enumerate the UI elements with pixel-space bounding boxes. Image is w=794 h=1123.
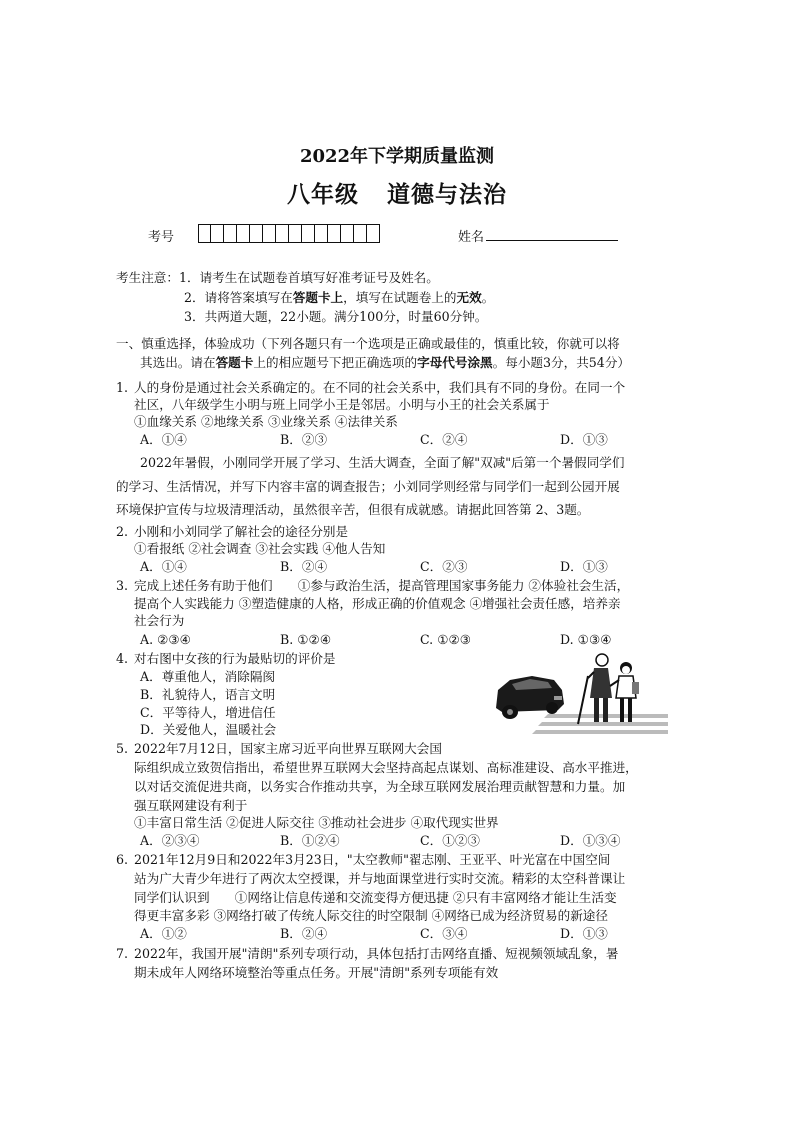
q4-line-1: 对右图中女孩的行为最贴切的评价是 [134,651,336,666]
q6-option-c[interactable]: C．③④ [420,926,468,941]
q3-line-1: 完成上述任务有助于他们 ①参与政治生活，提高管理国家事务能力 ②体验社会生活， [134,578,630,593]
exam-number-box[interactable] [328,224,341,243]
q6-options [140,926,640,943]
q4-number: 4. [116,651,129,666]
exam-number-box[interactable] [289,224,302,243]
exam-title: 2022年下学期质量监测 [299,146,495,167]
q3-line-2: 提高个人实践能力 ③塑造健康的人格，形成正确的价值观念 ④增强社会责任感，培养亲 [134,596,621,611]
exam-number-box[interactable] [276,224,289,243]
grade-label: 八年级 [287,181,359,208]
exam-number-label: 考号 [148,230,175,245]
q4-option-b[interactable]: B．礼貌待人，语言文明 [140,687,276,702]
zebra-crossing [532,714,668,734]
exam-number-box[interactable] [198,224,211,243]
q3-number: 3. [116,578,129,593]
q1-options [140,432,640,449]
q3-line-3: 社会行为 [134,613,185,628]
q5-options [140,833,640,850]
q1-line-2: 社区，八年级学生小明与班上同学小王是邻居。小明与小王的社会关系属于 [134,397,550,412]
notice-line-2: 2．请将答案填写在答题卡上，填写在试题卷上的无效。 [184,290,495,305]
q2-options [140,559,640,576]
exam-number-boxes[interactable] [198,224,380,243]
car-shape [496,676,564,719]
exam-number-box[interactable] [211,224,224,243]
q5-line-1: 2022年7月12日，国家主席习近平向世界互联网大会国 [134,741,442,756]
q6-number: 6. [116,852,129,867]
q1-option-d[interactable]: D．①③ [560,432,608,447]
q7-number: 7. [116,946,129,961]
exam-number-box[interactable] [302,224,315,243]
q1-option-c[interactable]: C．②④ [420,432,468,447]
name-label: 姓名 [458,230,485,245]
exam-number-box[interactable] [367,224,380,243]
material-line-3: 环境保护宣传与垃圾清理活动，虽然很辛苦，但很有成就感。请据此回答第 2、3题。 [116,502,590,517]
q7-line-2: 期未成年人网络环境整治等重点任务。开展"清朗"系列专项能有效 [134,965,499,980]
q6-option-a[interactable]: A．①② [140,926,187,941]
q6-line-2: 站为广大青少年进行了两次太空授课，并与地面课堂进行实时交流。精彩的太空科普课让 [134,871,626,886]
name-field[interactable] [486,240,618,241]
q1-option-b[interactable]: B．②③ [280,432,328,447]
exam-number-box[interactable] [250,224,263,243]
q4-option-d[interactable]: D．关爱他人，温暖社会 [140,722,277,737]
q2-line-1: 小刚和小刘同学了解社会的途径分别是 [134,524,349,539]
q7-line-1: 2022年，我国开展"清朗"系列专项行动，具体包括打击网络直播、短视频领域乱象，暑 [134,946,619,961]
exam-number-box[interactable] [263,224,276,243]
q5-option-d[interactable]: D．①③④ [560,833,621,848]
q2-items: ①看报纸 ②社会调查 ③社会实践 ④他人告知 [134,541,386,556]
q3-option-a[interactable]: A. ②③④ [140,632,191,647]
q5-option-a[interactable]: A．②③④ [140,833,200,848]
q5-option-c[interactable]: C．①②③ [420,833,481,848]
q2-option-b[interactable]: B．②④ [280,559,328,574]
q5-line-3: 以对话交流促进共商，以务实合作推动共享，为全球互联网发展治理贡献智慧和力量。加 [134,779,626,794]
q6-option-b[interactable]: B．②④ [280,926,328,941]
subject-label: 道德与法治 [387,181,507,208]
q2-option-c[interactable]: C．②③ [420,559,468,574]
exam-subtitle [0,176,794,209]
q5-option-b[interactable]: B．①②④ [280,833,340,848]
q3-option-c[interactable]: C. ①②③ [420,632,472,647]
exam-number-box[interactable] [315,224,328,243]
q5-line-2: 际组织成立致贺信指出，希望世界互联网大会坚持高起点谋划、高标准建设、高水平推进， [134,760,638,775]
girl-figure [610,662,639,722]
q1-option-a[interactable]: A．①④ [140,432,187,447]
q5-items: ①丰富日常生活 ②促进人际交往 ③推动社会进步 ④取代现实世界 [134,815,499,830]
q6-line-1: 2021年12月9日和2022年3月23日，"太空教师"翟志刚、王亚平、叶光富在中国空间 [134,852,611,867]
q3-option-d[interactable]: D. ①③④ [560,632,612,647]
section1-line-1: 一、慎重选择，体验成功（下列各题只有一个选项是正确或最佳的，慎重比较，你就可以将 [116,336,620,351]
notice-line-1: 考生注意：1．请考生在试题卷首填写好准考证号及姓名。 [116,270,439,285]
section1-line-2: 其选出。请在答题卡上的相应题号下把正确选项的字母代号涂黑。每小题3分，共54分） [140,355,631,370]
q4-option-a[interactable]: A．尊重他人，消除隔阂 [140,669,276,684]
notice-line-3: 3．共两道大题，22小题。满分100分，时量60分钟。 [184,309,488,324]
q1-items: ①血缘关系 ②地缘关系 ③业缘关系 ④法律关系 [134,414,398,429]
exam-number-box[interactable] [224,224,237,243]
q2-option-a[interactable]: A．①④ [140,559,187,574]
q6-line-3: 同学们认识到 ①网络让信息传递和交流变得方便迅捷 ②只有丰富网络才能让生活变 [134,890,617,905]
q5-number: 5. [116,741,129,756]
q2-option-d[interactable]: D．①③ [560,559,608,574]
exam-number-box[interactable] [237,224,250,243]
elderly-person-figure [578,654,612,724]
q3-option-b[interactable]: B. ①②④ [280,632,332,647]
crosswalk-illustration [492,646,668,738]
q1-line-1: 人的身份是通过社会关系确定的。在不同的社会关系中，我们具有不同的身份。在同一个 [134,380,626,395]
q5-line-4: 强互联网建设有利于 [134,798,248,813]
q6-option-d[interactable]: D．①③ [560,926,608,941]
exam-number-box[interactable] [341,224,354,243]
q2-number: 2. [116,524,129,539]
q4-option-c[interactable]: C．平等待人，增进信任 [140,705,276,720]
exam-number-box[interactable] [354,224,367,243]
q1-number: 1. [116,380,129,395]
q6-line-4: 得更丰富多彩 ③网络打破了传统人际交往的时空限制 ④网络已成为经济贸易的新途径 [134,908,608,923]
material-line-1: 2022年暑假，小刚同学开展了学习、生活大调查，全面了解"双减"后第一个暑假同学们 [140,455,625,470]
material-line-2: 的学习、生活情况，并写下内容丰富的调查报告；小刘同学则经常与同学们一起到公园开展 [116,479,620,494]
